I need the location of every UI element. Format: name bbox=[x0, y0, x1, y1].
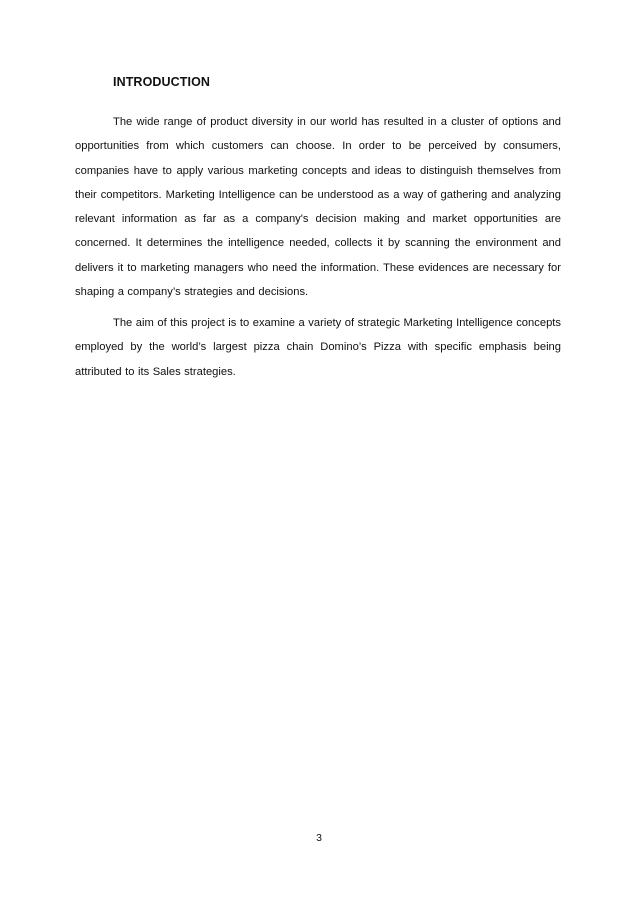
intro-paragraph-1: The wide range of product diversity in our world has resulted in a cluster of options and opportunities from which customers can choose. In order to be perceived by consumers, companies have to apply various marketing concepts and ideas to distinguish themselves from their competitors. Marketing Intelligence can be understood as a way of gathering and analyzing relevant information as far as a company's decision making and market opportunities are concerned. It determines the intelligence needed, collects it by scanning the environment and delivers it to marketing managers who need the information. These evidences are necessary for shaping a company’s strategies and decisions. bbox=[75, 116, 561, 299]
section-heading: INTRODUCTION bbox=[113, 75, 211, 89]
page-number: 3 bbox=[316, 832, 322, 844]
intro-paragraph-2: The aim of this project is to examine a variety of strategic Marketing Intelligence concepts employed by the world’s largest pizza chain Domino’s Pizza with specific emphasis being attributed to its Sales strategies. bbox=[75, 317, 561, 378]
